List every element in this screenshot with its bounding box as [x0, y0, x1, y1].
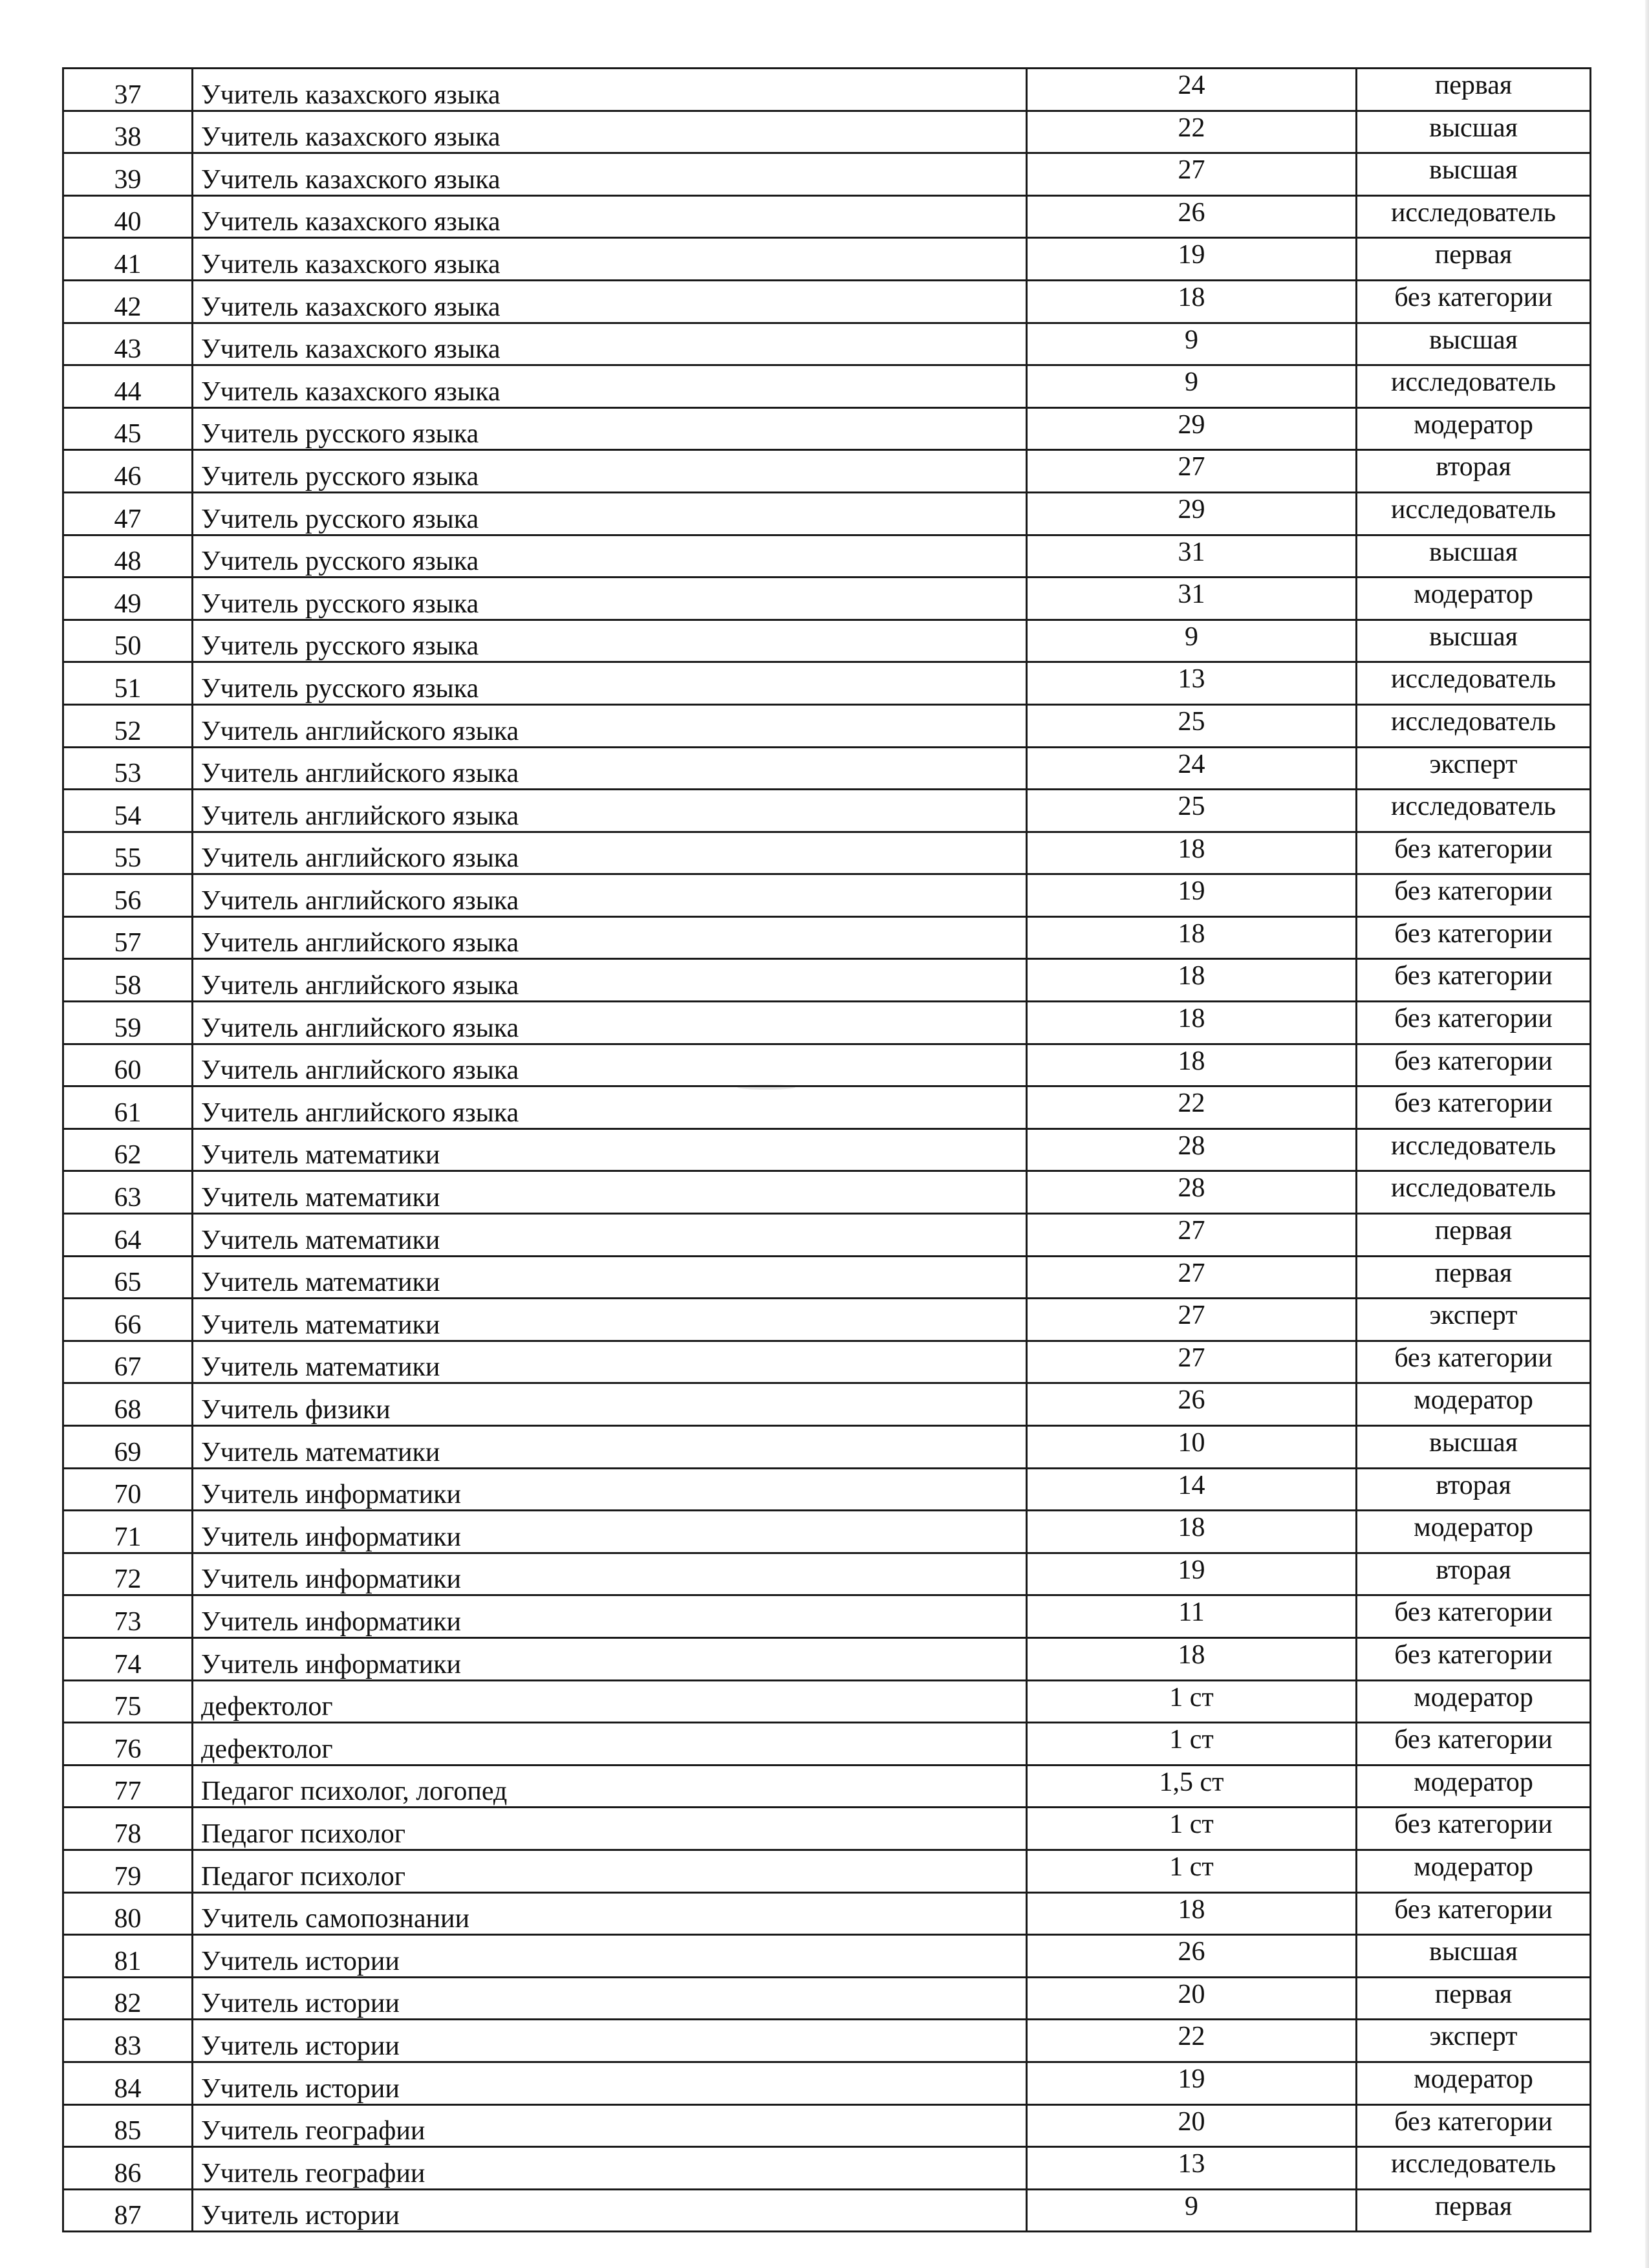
table-row [63, 1511, 1591, 1553]
table-row [63, 2189, 1591, 2232]
row-number: 67 [63, 1341, 193, 1383]
row-number: 66 [63, 1299, 193, 1341]
category-cell: высшая [1357, 323, 1591, 365]
table-row [63, 1765, 1591, 1808]
position-cell: Учитель казахского языка [193, 280, 1027, 323]
experience-cell: 14 [1027, 1468, 1357, 1511]
row-number: 45 [63, 407, 193, 450]
category-cell: модератор [1357, 1765, 1591, 1808]
row-number: 48 [63, 535, 193, 578]
row-number: 44 [63, 365, 193, 408]
experience-cell: 22 [1027, 2020, 1357, 2062]
position-cell: Учитель русского языка [193, 407, 1027, 450]
position-cell: Учитель казахского языка [193, 323, 1027, 365]
scan-edge [1645, 0, 1649, 2268]
table-row [63, 1129, 1591, 1171]
table-row [63, 959, 1591, 1002]
table-row [63, 1426, 1591, 1469]
experience-cell: 22 [1027, 111, 1357, 153]
row-number: 57 [63, 916, 193, 959]
category-cell: модератор [1357, 407, 1591, 450]
table-row [63, 1299, 1591, 1341]
experience-cell: 1 ст [1027, 1808, 1357, 1850]
table-row [63, 492, 1591, 535]
row-number: 87 [63, 2189, 193, 2232]
position-cell: Учитель истории [193, 1977, 1027, 2020]
experience-cell: 1 ст [1027, 1850, 1357, 1892]
position-cell: Учитель математики [193, 1299, 1027, 1341]
table-row [63, 407, 1591, 450]
experience-cell: 24 [1027, 747, 1357, 790]
experience-cell: 10 [1027, 1426, 1357, 1469]
position-cell: Учитель истории [193, 2062, 1027, 2104]
experience-cell: 20 [1027, 1977, 1357, 2020]
row-number: 54 [63, 790, 193, 832]
table-row [63, 2062, 1591, 2104]
table-row [63, 153, 1591, 196]
table-row [63, 1383, 1591, 1426]
experience-cell: 18 [1027, 832, 1357, 874]
category-cell: высшая [1357, 111, 1591, 153]
category-cell: высшая [1357, 535, 1591, 578]
category-cell: высшая [1357, 1426, 1591, 1469]
table-row [63, 1935, 1591, 1978]
position-cell: Учитель самопознании [193, 1892, 1027, 1935]
row-number: 59 [63, 1002, 193, 1044]
table-row [63, 1086, 1591, 1129]
category-cell: без категории [1357, 1341, 1591, 1383]
row-number: 63 [63, 1171, 193, 1214]
table-row [63, 1553, 1591, 1595]
row-number: 50 [63, 620, 193, 662]
table-row [63, 1468, 1591, 1511]
table-row [63, 874, 1591, 917]
position-cell: Учитель казахского языка [193, 195, 1027, 238]
position-cell: Учитель казахского языка [193, 111, 1027, 153]
row-number: 78 [63, 1808, 193, 1850]
position-cell: Учитель математики [193, 1129, 1027, 1171]
position-cell: Учитель русского языка [193, 578, 1027, 620]
row-number: 85 [63, 2104, 193, 2147]
category-cell: без категории [1357, 1044, 1591, 1086]
position-cell: Педагог психолог [193, 1808, 1027, 1850]
experience-cell: 26 [1027, 1383, 1357, 1426]
category-cell: модератор [1357, 578, 1591, 620]
experience-cell: 18 [1027, 959, 1357, 1002]
category-cell: первая [1357, 1214, 1591, 1257]
table-body [63, 69, 1591, 2232]
position-cell: Учитель истории [193, 2020, 1027, 2062]
row-number: 60 [63, 1044, 193, 1086]
table-row [63, 2104, 1591, 2147]
experience-cell: 1,5 ст [1027, 1765, 1357, 1808]
table-row [63, 238, 1591, 281]
category-cell: первая [1357, 238, 1591, 281]
row-number: 79 [63, 1850, 193, 1892]
row-number: 51 [63, 662, 193, 705]
category-cell: исследователь [1357, 195, 1591, 238]
table-row [63, 1850, 1591, 1892]
experience-cell: 1 ст [1027, 1680, 1357, 1723]
position-cell: Учитель физики [193, 1383, 1027, 1426]
category-cell: без категории [1357, 832, 1591, 874]
table-row [63, 1637, 1591, 1680]
table-row [63, 790, 1591, 832]
category-cell: исследователь [1357, 1171, 1591, 1214]
position-cell: Учитель английского языка [193, 959, 1027, 1002]
row-number: 76 [63, 1723, 193, 1766]
category-cell: исследователь [1357, 662, 1591, 705]
category-cell: высшая [1357, 153, 1591, 196]
table-row [63, 832, 1591, 874]
row-number: 84 [63, 2062, 193, 2104]
position-cell: Учитель математики [193, 1341, 1027, 1383]
table-row [63, 916, 1591, 959]
row-number: 42 [63, 280, 193, 323]
experience-cell: 26 [1027, 195, 1357, 238]
table-row [63, 662, 1591, 705]
table-row [63, 1723, 1591, 1766]
row-number: 43 [63, 323, 193, 365]
position-cell: Учитель русского языка [193, 620, 1027, 662]
experience-cell: 27 [1027, 1299, 1357, 1341]
experience-cell: 9 [1027, 365, 1357, 408]
category-cell: без категории [1357, 2104, 1591, 2147]
table-row [63, 1256, 1591, 1299]
category-cell: эксперт [1357, 1299, 1591, 1341]
position-cell: Учитель английского языка [193, 1044, 1027, 1086]
position-cell: Учитель математики [193, 1426, 1027, 1469]
position-cell: Учитель географии [193, 2104, 1027, 2147]
position-cell: дефектолог [193, 1680, 1027, 1723]
experience-cell: 19 [1027, 1553, 1357, 1595]
experience-cell: 29 [1027, 407, 1357, 450]
category-cell: без категории [1357, 1637, 1591, 1680]
experience-cell: 1 ст [1027, 1723, 1357, 1766]
category-cell: исследователь [1357, 790, 1591, 832]
experience-cell: 18 [1027, 280, 1357, 323]
experience-cell: 31 [1027, 578, 1357, 620]
experience-cell: 19 [1027, 238, 1357, 281]
table-row [63, 450, 1591, 493]
table-row [63, 1977, 1591, 2020]
category-cell: модератор [1357, 1511, 1591, 1553]
experience-cell: 24 [1027, 69, 1357, 111]
position-cell: Учитель русского языка [193, 450, 1027, 493]
category-cell: без категории [1357, 1086, 1591, 1129]
row-number: 41 [63, 238, 193, 281]
row-number: 68 [63, 1383, 193, 1426]
position-cell: Учитель английского языка [193, 704, 1027, 747]
experience-cell: 9 [1027, 323, 1357, 365]
row-number: 73 [63, 1595, 193, 1638]
row-number: 38 [63, 111, 193, 153]
table-row [63, 195, 1591, 238]
table-row [63, 1680, 1591, 1723]
table-row [63, 747, 1591, 790]
row-number: 69 [63, 1426, 193, 1469]
row-number: 77 [63, 1765, 193, 1808]
experience-cell: 26 [1027, 1935, 1357, 1978]
category-cell: эксперт [1357, 2020, 1591, 2062]
experience-cell: 22 [1027, 1086, 1357, 1129]
experience-cell: 13 [1027, 662, 1357, 705]
table-row [63, 2147, 1591, 2190]
category-cell: без категории [1357, 1595, 1591, 1638]
table-row [63, 1341, 1591, 1383]
table-row [63, 578, 1591, 620]
row-number: 82 [63, 1977, 193, 2020]
experience-cell: 13 [1027, 2147, 1357, 2190]
row-number: 74 [63, 1637, 193, 1680]
table-row [63, 323, 1591, 365]
table-row [63, 1808, 1591, 1850]
table-row [63, 704, 1591, 747]
experience-cell: 28 [1027, 1129, 1357, 1171]
position-cell: Учитель истории [193, 1935, 1027, 1978]
category-cell: эксперт [1357, 747, 1591, 790]
row-number: 56 [63, 874, 193, 917]
row-number: 49 [63, 578, 193, 620]
position-cell: Учитель русского языка [193, 535, 1027, 578]
experience-cell: 20 [1027, 2104, 1357, 2147]
table-row [63, 620, 1591, 662]
category-cell: модератор [1357, 1850, 1591, 1892]
category-cell: высшая [1357, 1935, 1591, 1978]
experience-cell: 27 [1027, 1214, 1357, 1257]
experience-cell: 27 [1027, 450, 1357, 493]
table-row [63, 111, 1591, 153]
position-cell: Учитель географии [193, 2147, 1027, 2190]
experience-cell: 29 [1027, 492, 1357, 535]
table-row [63, 1892, 1591, 1935]
row-number: 72 [63, 1553, 193, 1595]
row-number: 83 [63, 2020, 193, 2062]
table-row [63, 2020, 1591, 2062]
row-number: 70 [63, 1468, 193, 1511]
position-cell: Учитель информатики [193, 1511, 1027, 1553]
position-cell: Учитель информатики [193, 1468, 1027, 1511]
category-cell: высшая [1357, 620, 1591, 662]
category-cell: без категории [1357, 874, 1591, 917]
experience-cell: 18 [1027, 1044, 1357, 1086]
position-cell: Учитель русского языка [193, 492, 1027, 535]
category-cell: без категории [1357, 1002, 1591, 1044]
position-cell: Учитель английского языка [193, 1086, 1027, 1129]
category-cell: исследователь [1357, 492, 1591, 535]
category-cell: без категории [1357, 280, 1591, 323]
staff-table [62, 67, 1591, 2232]
category-cell: вторая [1357, 1553, 1591, 1595]
position-cell: Учитель информатики [193, 1637, 1027, 1680]
category-cell: первая [1357, 1977, 1591, 2020]
row-number: 40 [63, 195, 193, 238]
experience-cell: 19 [1027, 2062, 1357, 2104]
experience-cell: 18 [1027, 916, 1357, 959]
position-cell: Учитель русского языка [193, 662, 1027, 705]
experience-cell: 9 [1027, 620, 1357, 662]
experience-cell: 11 [1027, 1595, 1357, 1638]
category-cell: первая [1357, 2189, 1591, 2232]
row-number: 64 [63, 1214, 193, 1257]
experience-cell: 18 [1027, 1511, 1357, 1553]
position-cell: Учитель информатики [193, 1595, 1027, 1638]
position-cell: Учитель казахского языка [193, 365, 1027, 408]
position-cell: Учитель казахского языка [193, 153, 1027, 196]
table-row [63, 1002, 1591, 1044]
table-row [63, 1044, 1591, 1086]
position-cell: Учитель казахского языка [193, 238, 1027, 281]
row-number: 62 [63, 1129, 193, 1171]
row-number: 55 [63, 832, 193, 874]
experience-cell: 27 [1027, 1341, 1357, 1383]
experience-cell: 9 [1027, 2189, 1357, 2232]
position-cell: Учитель информатики [193, 1553, 1027, 1595]
row-number: 46 [63, 450, 193, 493]
category-cell: исследователь [1357, 2147, 1591, 2190]
experience-cell: 18 [1027, 1892, 1357, 1935]
position-cell: Учитель казахского языка [193, 69, 1027, 111]
category-cell: первая [1357, 69, 1591, 111]
row-number: 39 [63, 153, 193, 196]
category-cell: модератор [1357, 1680, 1591, 1723]
row-number: 75 [63, 1680, 193, 1723]
experience-cell: 25 [1027, 790, 1357, 832]
row-number: 58 [63, 959, 193, 1002]
experience-cell: 25 [1027, 704, 1357, 747]
table-row [63, 1214, 1591, 1257]
row-number: 86 [63, 2147, 193, 2190]
position-cell: Учитель английского языка [193, 916, 1027, 959]
position-cell: Учитель английского языка [193, 790, 1027, 832]
position-cell: Учитель математики [193, 1171, 1027, 1214]
table-row [63, 280, 1591, 323]
position-cell: дефектолог [193, 1723, 1027, 1766]
position-cell: Учитель английского языка [193, 747, 1027, 790]
position-cell: Учитель математики [193, 1214, 1027, 1257]
position-cell: Педагог психолог, логопед [193, 1765, 1027, 1808]
table-row [63, 535, 1591, 578]
table-row [63, 69, 1591, 111]
row-number: 61 [63, 1086, 193, 1129]
category-cell: модератор [1357, 2062, 1591, 2104]
row-number: 80 [63, 1892, 193, 1935]
category-cell: без категории [1357, 1892, 1591, 1935]
experience-cell: 19 [1027, 874, 1357, 917]
row-number: 71 [63, 1511, 193, 1553]
row-number: 47 [63, 492, 193, 535]
position-cell: Учитель английского языка [193, 1002, 1027, 1044]
category-cell: без категории [1357, 1723, 1591, 1766]
category-cell: исследователь [1357, 704, 1591, 747]
category-cell: первая [1357, 1256, 1591, 1299]
row-number: 81 [63, 1935, 193, 1978]
table-row [63, 1171, 1591, 1214]
row-number: 52 [63, 704, 193, 747]
experience-cell: 18 [1027, 1637, 1357, 1680]
experience-cell: 27 [1027, 1256, 1357, 1299]
category-cell: исследователь [1357, 365, 1591, 408]
table-row [63, 1595, 1591, 1638]
position-cell: Учитель истории [193, 2189, 1027, 2232]
table-row [63, 365, 1591, 408]
experience-cell: 18 [1027, 1002, 1357, 1044]
category-cell: вторая [1357, 450, 1591, 493]
experience-cell: 31 [1027, 535, 1357, 578]
category-cell: вторая [1357, 1468, 1591, 1511]
position-cell: Учитель английского языка [193, 874, 1027, 917]
position-cell: Учитель математики [193, 1256, 1027, 1299]
category-cell: без категории [1357, 1808, 1591, 1850]
experience-cell: 28 [1027, 1171, 1357, 1214]
experience-cell: 27 [1027, 153, 1357, 196]
row-number: 37 [63, 69, 193, 111]
position-cell: Педагог психолог [193, 1850, 1027, 1892]
category-cell: без категории [1357, 959, 1591, 1002]
category-cell: без категории [1357, 916, 1591, 959]
position-cell: Учитель английского языка [193, 832, 1027, 874]
row-number: 53 [63, 747, 193, 790]
category-cell: модератор [1357, 1383, 1591, 1426]
category-cell: исследователь [1357, 1129, 1591, 1171]
row-number: 65 [63, 1256, 193, 1299]
